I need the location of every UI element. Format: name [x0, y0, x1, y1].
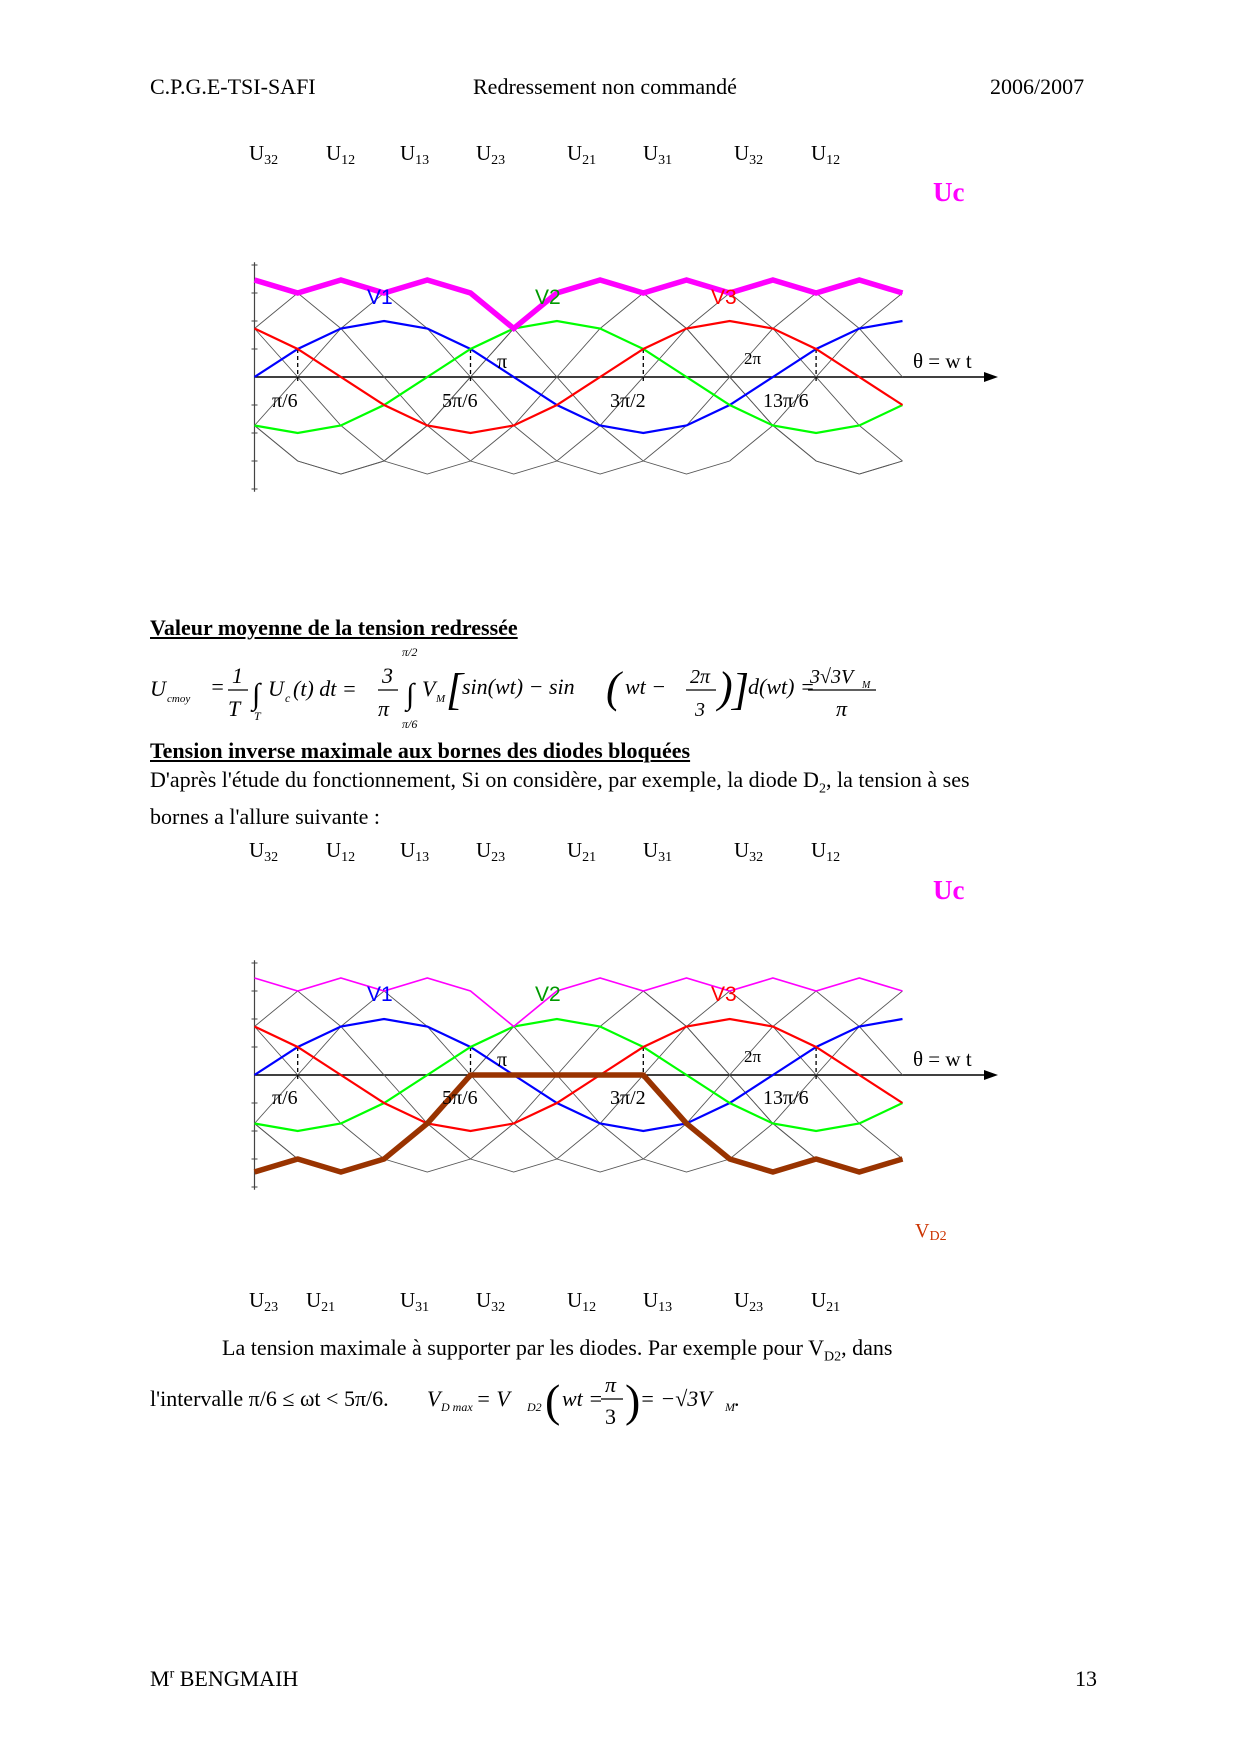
line-voltage-label: U23 — [476, 838, 506, 865]
svg-text:D2: D2 — [527, 1400, 542, 1414]
formula-vdmax — [150, 1362, 850, 1432]
svg-text:T: T — [254, 709, 261, 723]
v3-label: V3 — [711, 286, 737, 309]
tick-pi6-2: π/6 — [272, 1087, 298, 1109]
svg-text:(t) dt =: (t) dt = — [293, 676, 357, 701]
line-voltage-label: U12 — [326, 141, 356, 168]
svg-text:= V: = V — [476, 1386, 510, 1411]
line-voltage-label: U23 — [476, 141, 506, 168]
line-voltage-label: U32 — [476, 1288, 506, 1315]
vd2-label: VD2 — [915, 1220, 947, 1244]
figure-2-top-labels — [249, 838, 840, 865]
v1-label: V1 — [367, 286, 393, 309]
figure-2-bottom-labels — [249, 1288, 840, 1315]
svg-text:c: c — [285, 691, 291, 705]
tick-5pi6: 5π/6 — [442, 390, 478, 412]
line-voltage-label: U23 — [249, 1288, 279, 1315]
svg-text:.: . — [734, 1386, 740, 1411]
svg-text:[: [ — [446, 665, 464, 714]
header-left: C.P.G.E-TSI-SAFI — [150, 74, 316, 99]
paragraph-d2-c: bornes a l'allure suivante : — [150, 804, 381, 830]
svg-text:π: π — [378, 696, 390, 721]
tick-5pi6-2: 5π/6 — [442, 1087, 478, 1109]
section-heading-mean: Valeur moyenne de la tension redressée — [150, 615, 518, 640]
svg-text:M: M — [725, 1400, 735, 1414]
svg-text:T: T — [228, 696, 241, 721]
line-voltage-label: U31 — [400, 1288, 430, 1315]
svg-text:3√3V: 3√3V — [810, 666, 854, 688]
uc-label-2: Uc — [933, 875, 965, 905]
svg-text:π/2: π/2 — [402, 648, 418, 659]
section-heading-reverse: Tension inverse maximale aux bornes des diodes bloquées — [150, 738, 691, 763]
svg-text:wt =: wt = — [562, 1386, 604, 1411]
svg-text:V: V — [427, 1386, 441, 1411]
line-voltage-label: U13 — [643, 1288, 673, 1315]
svg-text:U: U — [268, 676, 284, 701]
header-center: Redressement non commandé — [473, 74, 737, 99]
svg-text:3: 3 — [695, 699, 705, 721]
paragraph-d2-a: D'après l'étude du fonctionnement, Si on considère, par exemple, la diode D — [150, 767, 819, 792]
svg-text:): ) — [718, 663, 733, 712]
figure-1-grid — [252, 262, 999, 492]
two-pi-label-2: 2π — [744, 1047, 762, 1066]
svg-text:2π: 2π — [690, 666, 711, 688]
svg-text:3: 3 — [382, 663, 393, 688]
line-voltage-label: U21 — [306, 1288, 336, 1315]
svg-text:∫: ∫ — [406, 678, 415, 711]
svg-text:∫: ∫ — [252, 678, 261, 711]
line-voltage-label: U31 — [643, 838, 673, 865]
header-right: 2006/2007 — [990, 74, 1085, 99]
v2-label: V2 — [535, 286, 561, 309]
formula-mean-value — [150, 648, 1050, 728]
paragraph-d2-sub: 2 — [818, 781, 826, 797]
svg-text:d(wt) =: d(wt) = — [748, 674, 815, 699]
footer-author — [150, 1666, 298, 1692]
line-voltage-label: U21 — [567, 141, 597, 168]
line-voltage-label: U32 — [734, 838, 764, 865]
tick-3pi2-2: 3π/2 — [610, 1087, 646, 1109]
line-voltage-label: U12 — [811, 838, 841, 865]
formula-mean-svg — [150, 648, 1050, 728]
line-voltage-label: U31 — [643, 141, 673, 168]
figure-2 — [0, 828, 1240, 1328]
line-voltage-label: U13 — [400, 141, 430, 168]
axis-label: θ = w t — [913, 349, 972, 373]
svg-text:π: π — [836, 696, 848, 721]
svg-text:M: M — [862, 680, 871, 691]
line-voltage-label: U12 — [326, 838, 356, 865]
svg-text:1: 1 — [232, 663, 243, 688]
para2-line1-sub: D2 — [823, 1349, 842, 1365]
tick-13pi6-2: 13π/6 — [763, 1087, 809, 1109]
tick-13pi6: 13π/6 — [763, 390, 809, 412]
v1-label-2: V1 — [367, 983, 393, 1006]
two-pi-label: 2π — [744, 349, 762, 368]
axis-label-2: θ = w t — [913, 1047, 972, 1071]
v3-label-2: V3 — [711, 983, 737, 1006]
footer-author-b: BENGMAIH — [174, 1666, 299, 1691]
paragraph-d2 — [150, 766, 1100, 831]
tick-3pi2: 3π/2 — [610, 390, 646, 412]
svg-text:M: M — [436, 693, 446, 705]
para2-line1-b: , dans — [841, 1335, 893, 1360]
pi-label-2: π — [497, 1049, 508, 1071]
svg-text:=: = — [210, 674, 225, 699]
line-voltage-label: U13 — [400, 838, 430, 865]
line-voltage-label: U21 — [811, 1288, 841, 1315]
line-voltage-label: U32 — [249, 141, 279, 168]
line-voltage-label: U32 — [249, 838, 279, 865]
uc-label: Uc — [933, 177, 965, 207]
line-voltage-label: U12 — [811, 141, 841, 168]
svg-text:]: ] — [732, 665, 750, 714]
line-voltage-label: U21 — [567, 838, 597, 865]
uc-curve — [255, 978, 903, 1027]
axis-arrow — [984, 372, 998, 382]
svg-text:wt −: wt − — [625, 674, 667, 699]
svg-text:sin(wt) − sin: sin(wt) − sin — [462, 674, 575, 699]
line-voltage-label: U32 — [734, 141, 764, 168]
svg-text:π/6: π/6 — [402, 717, 418, 728]
figure-1-top-labels — [249, 141, 840, 168]
svg-text:π: π — [605, 1372, 617, 1397]
tick-pi6: π/6 — [272, 390, 298, 412]
svg-text:): ) — [625, 1375, 641, 1426]
para2-line1-a: La tension maximale à supporter par les diodes. Par exemple pour V — [222, 1335, 824, 1360]
pi-label: π — [497, 351, 508, 373]
page-number: 13 — [1075, 1666, 1097, 1691]
footer-author-a: M — [150, 1666, 170, 1691]
line-voltage-label: U23 — [734, 1288, 764, 1315]
axis-arrow — [984, 1070, 998, 1080]
svg-text:U: U — [150, 676, 166, 701]
uc-curve — [255, 280, 903, 329]
line-voltage-label: U12 — [567, 1288, 597, 1315]
svg-text:= −√3V: = −√3V — [640, 1386, 712, 1411]
svg-text:(: ( — [606, 663, 621, 712]
svg-text:V: V — [422, 676, 436, 701]
paragraph-d2-b: , la tension à ses — [825, 767, 970, 792]
svg-text:l'intervalle π/6 ≤ ωt < 5π/6.: l'intervalle π/6 ≤ ωt < 5π/6. — [150, 1386, 389, 1411]
svg-text:D max: D max — [441, 1400, 473, 1414]
svg-text:3: 3 — [605, 1404, 616, 1429]
svg-text:(: ( — [545, 1375, 561, 1426]
footer-author-sup: r — [169, 1666, 175, 1682]
svg-text:cmoy: cmoy — [167, 693, 191, 705]
v2-label-2: V2 — [535, 983, 561, 1006]
figure-1 — [0, 130, 1240, 610]
